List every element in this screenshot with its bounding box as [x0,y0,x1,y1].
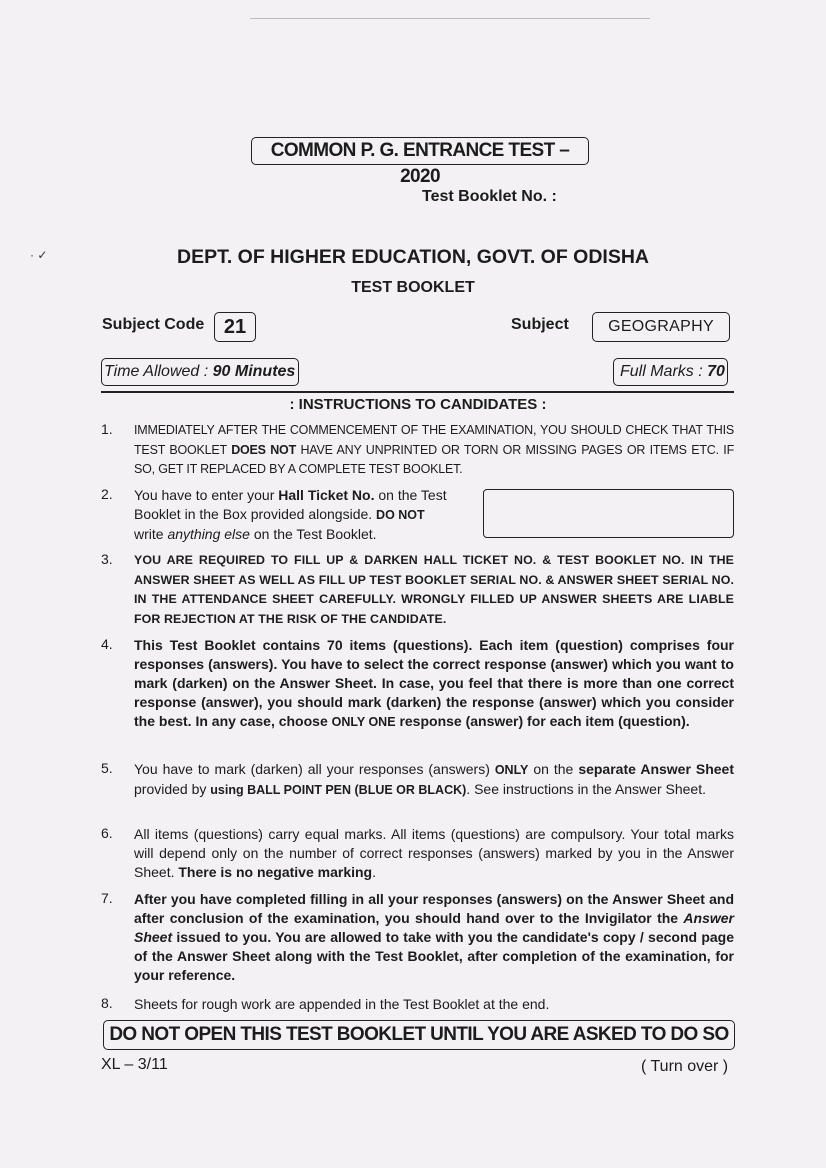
do-not-open-warning: DO NOT OPEN THIS TEST BOOKLET UNTIL YOU ARE ASKED TO DO SO [103,1020,735,1050]
instruction-number: 7. [101,890,113,906]
time-allowed [101,358,299,386]
instruction-text: You have to mark (darken) all your responses (answers) ONLY on the separate Answer Sheet provided by using BALL POINT PEN (BLUE OR BLACK). See instructions in the Answer Sheet. [134,761,734,797]
instruction-text: YOU ARE REQUIRED TO FILL UP & DARKEN HALL TICKET NO. & TEST BOOKLET NO. IN THE ANSWER SHEET AS WELL AS FILL UP TEST BOOKLET SERIAL NO. & ANSWER SHEET SERIAL NO. IN THE ATTENDANCE SHEET CAREFULLY. WRONGLY FILLED UP ANSWER SHEETS ARE LIABLE FOR REJECTION AT THE RISK OF THE CANDIDATE. [134,553,734,626]
instruction-text: IMMEDIATELY AFTER THE COMMENCEMENT OF THE EXAMINATION, YOU SHOULD CHECK THAT THIS TEST BOOKLET DOES NOT HAVE ANY UNPRINTED OR TORN OR MISSING PAGES OR ITEMS ETC. IF SO, GET IT REPLACED BY A COMPLETE TEST BOOKLET. [134,423,735,476]
instruction-item-3 [101,551,734,629]
instruction-item-2 [101,486,456,544]
instructions-heading: : INSTRUCTIONS TO CANDIDATES : [289,396,547,413]
subject-code-value: 21 [214,312,256,342]
instruction-number: 5. [101,760,113,776]
instruction-number: 3. [101,551,113,567]
instruction-text: Sheets for rough work are appended in the Test Booklet at the end. [134,996,550,1012]
full-marks-label: Full Marks : [620,363,708,380]
instruction-text: This Test Booklet contains 70 items (questions). Each item (question) comprises four responses (answers). You have to select the correct response (answer) which you want to mark (darken) on the Answer Sheet. In case, you feel that there is more than one correct response (answer), you should mark (darken) the response (answer) which you consider the best. In any case, choose ONLY ONE response (answer) for each item (question). [134,637,734,729]
instruction-item-5 [101,760,734,800]
full-marks-value: 70 [707,363,725,380]
instruction-number: 1. [101,421,113,437]
subject-label: Subject [511,316,569,333]
instruction-text: After you have completed filling in all your responses (answers) on the Answer Sheet and after conclusion of the examination, you should hand over to the Invigilator the Answer Sheet issued to you. You are allowed to take with you the candidate's copy / second page of the Answer Sheet along with the Test Booklet, after completion of the examination, for your reference. [134,891,734,983]
instruction-number: 8. [101,995,113,1011]
divider [101,391,734,393]
subject-code-label: Subject Code [102,316,205,333]
instruction-text: All items (questions) carry equal marks. All items (questions) are compulsory. Your total marks will depend only on the number of correct responses (answers) marked by you in the Answer Sheet. There is no negative marking. [134,826,734,880]
scan-mark: · ✓ [30,248,48,262]
booklet-code: XL – 3/11 [101,1056,168,1073]
instruction-number: 2. [101,486,113,502]
instruction-number: 4. [101,636,113,652]
instruction-item-6 [101,825,734,882]
instruction-item-1 [101,421,734,480]
scan-top-line [250,18,650,19]
hall-ticket-number-box[interactable] [483,489,734,538]
department-heading: DEPT. OF HIGHER EDUCATION, GOVT. OF ODISHA [177,246,649,268]
instruction-number: 6. [101,825,113,841]
instruction-text: You have to enter your Hall Ticket No. on the Test Booklet in the Box provided alongside. DO NOT write anything else on the Test Booklet. [134,487,447,542]
exam-title: COMMON P. G. ENTRANCE TEST – 2020 [251,137,589,165]
test-booklet-no-label: Test Booklet No. : [422,188,557,205]
instruction-item-4 [101,636,734,732]
instruction-item-8 [101,995,734,1014]
time-allowed-label: Time Allowed : [104,363,213,380]
test-booklet-heading: TEST BOOKLET [351,279,475,296]
instruction-item-7 [101,890,734,985]
turn-over-note: ( Turn over ) [641,1058,729,1075]
subject-value: GEOGRAPHY [592,312,730,342]
full-marks [613,358,728,386]
time-allowed-value: 90 Minutes [212,363,296,380]
